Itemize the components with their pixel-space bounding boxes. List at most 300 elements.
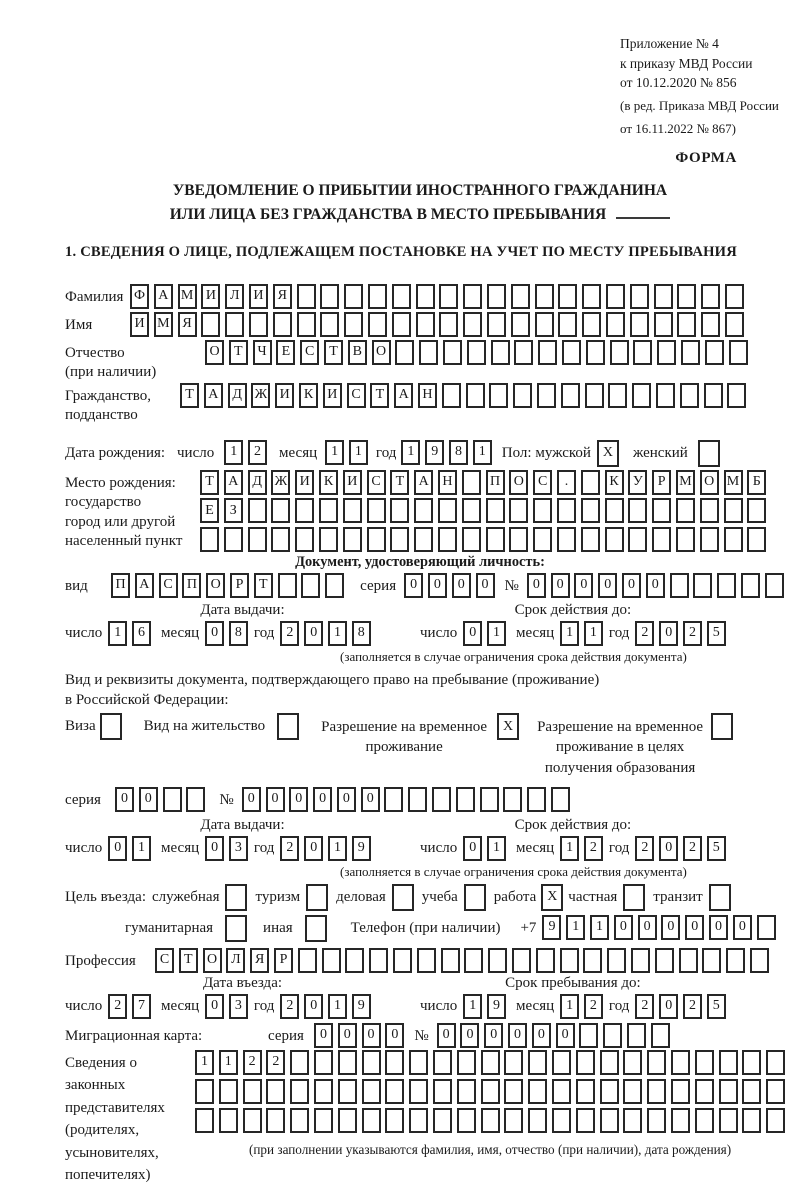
char-cell[interactable]: 0: [460, 1023, 479, 1048]
char-cell[interactable]: [747, 527, 766, 552]
char-cell[interactable]: 2: [243, 1050, 262, 1075]
char-cell[interactable]: С: [367, 470, 386, 495]
char-cell[interactable]: [249, 312, 268, 337]
char-cell[interactable]: [480, 787, 499, 812]
char-cell[interactable]: 1: [560, 621, 579, 646]
char-cell[interactable]: [438, 498, 457, 523]
char-cell[interactable]: Е: [276, 340, 295, 365]
char-cell[interactable]: [225, 312, 244, 337]
char-cell[interactable]: 0: [362, 1023, 381, 1048]
char-cell[interactable]: [582, 312, 601, 337]
char-cell[interactable]: [742, 1079, 761, 1104]
char-cell[interactable]: 2: [248, 440, 267, 465]
char-cell[interactable]: 9: [425, 440, 444, 465]
char-cell[interactable]: [384, 787, 403, 812]
char-cell[interactable]: [416, 284, 435, 309]
char-cell[interactable]: [693, 573, 712, 598]
char-cell[interactable]: [537, 383, 556, 408]
char-cell[interactable]: [488, 948, 507, 973]
char-cell[interactable]: [630, 284, 649, 309]
char-cell[interactable]: А: [394, 383, 413, 408]
char-cell[interactable]: [481, 1108, 500, 1133]
char-cell[interactable]: 0: [508, 1023, 527, 1048]
char-cell[interactable]: [464, 948, 483, 973]
char-cell[interactable]: [509, 527, 528, 552]
char-cell[interactable]: [677, 284, 696, 309]
char-cell[interactable]: [695, 1050, 714, 1075]
char-cell[interactable]: [290, 1050, 309, 1075]
char-cell[interactable]: [295, 498, 314, 523]
char-cell[interactable]: А: [154, 284, 173, 309]
char-cell[interactable]: X: [541, 884, 563, 911]
char-cell[interactable]: [583, 948, 602, 973]
char-cell[interactable]: [219, 1108, 238, 1133]
char-cell[interactable]: [670, 573, 689, 598]
char-cell[interactable]: [385, 1079, 404, 1104]
char-cell[interactable]: 3: [229, 994, 248, 1019]
char-cell[interactable]: Ж: [251, 383, 270, 408]
char-cell[interactable]: [503, 787, 522, 812]
char-cell[interactable]: [278, 573, 297, 598]
char-cell[interactable]: 0: [428, 573, 447, 598]
char-cell[interactable]: [551, 787, 570, 812]
char-cell[interactable]: Т: [200, 470, 219, 495]
char-cell[interactable]: 1: [328, 836, 347, 861]
char-cell[interactable]: И: [249, 284, 268, 309]
char-cell[interactable]: [654, 284, 673, 309]
char-cell[interactable]: Т: [324, 340, 343, 365]
char-cell[interactable]: [605, 498, 624, 523]
char-cell[interactable]: [439, 312, 458, 337]
char-cell[interactable]: А: [135, 573, 154, 598]
char-cell[interactable]: 2: [683, 994, 702, 1019]
char-cell[interactable]: [163, 787, 182, 812]
char-cell[interactable]: Я: [178, 312, 197, 337]
char-cell[interactable]: [195, 1108, 214, 1133]
char-cell[interactable]: [320, 284, 339, 309]
char-cell[interactable]: [463, 312, 482, 337]
char-cell[interactable]: 1: [487, 621, 506, 646]
char-cell[interactable]: [724, 527, 743, 552]
char-cell[interactable]: 6: [132, 621, 151, 646]
char-cell[interactable]: 1: [224, 440, 243, 465]
char-cell[interactable]: [195, 1079, 214, 1104]
char-cell[interactable]: 0: [551, 573, 570, 598]
char-cell[interactable]: [393, 948, 412, 973]
char-cell[interactable]: [186, 787, 205, 812]
char-cell[interactable]: [528, 1050, 547, 1075]
char-cell[interactable]: [651, 1023, 670, 1048]
char-cell[interactable]: X: [497, 713, 519, 740]
char-cell[interactable]: [608, 383, 627, 408]
char-cell[interactable]: О: [372, 340, 391, 365]
char-cell[interactable]: Т: [229, 340, 248, 365]
char-cell[interactable]: [298, 948, 317, 973]
char-cell[interactable]: 0: [361, 787, 380, 812]
char-cell[interactable]: [419, 340, 438, 365]
char-cell[interactable]: [325, 573, 344, 598]
char-cell[interactable]: [698, 440, 720, 467]
char-cell[interactable]: [528, 1079, 547, 1104]
char-cell[interactable]: 0: [242, 787, 261, 812]
char-cell[interactable]: [600, 1108, 619, 1133]
char-cell[interactable]: [368, 312, 387, 337]
char-cell[interactable]: 1: [487, 836, 506, 861]
char-cell[interactable]: К: [605, 470, 624, 495]
char-cell[interactable]: [248, 527, 267, 552]
char-cell[interactable]: 1: [560, 836, 579, 861]
char-cell[interactable]: [322, 948, 341, 973]
char-cell[interactable]: [438, 527, 457, 552]
char-cell[interactable]: [558, 284, 577, 309]
char-cell[interactable]: 0: [108, 836, 127, 861]
char-cell[interactable]: 1: [590, 915, 609, 940]
char-cell[interactable]: [314, 1050, 333, 1075]
char-cell[interactable]: [442, 383, 461, 408]
char-cell[interactable]: [627, 1023, 646, 1048]
char-cell[interactable]: [750, 948, 769, 973]
char-cell[interactable]: [757, 915, 776, 940]
char-cell[interactable]: .: [557, 470, 576, 495]
char-cell[interactable]: 0: [556, 1023, 575, 1048]
char-cell[interactable]: 0: [532, 1023, 551, 1048]
char-cell[interactable]: [314, 1079, 333, 1104]
char-cell[interactable]: 1: [463, 994, 482, 1019]
char-cell[interactable]: [603, 1023, 622, 1048]
char-cell[interactable]: [338, 1050, 357, 1075]
char-cell[interactable]: 0: [266, 787, 285, 812]
char-cell[interactable]: [368, 284, 387, 309]
char-cell[interactable]: 3: [229, 836, 248, 861]
char-cell[interactable]: О: [509, 470, 528, 495]
char-cell[interactable]: [414, 498, 433, 523]
char-cell[interactable]: [623, 1079, 642, 1104]
char-cell[interactable]: [552, 1108, 571, 1133]
char-cell[interactable]: 0: [338, 1023, 357, 1048]
char-cell[interactable]: 0: [452, 573, 471, 598]
char-cell[interactable]: [741, 573, 760, 598]
char-cell[interactable]: С: [347, 383, 366, 408]
char-cell[interactable]: 5: [707, 836, 726, 861]
char-cell[interactable]: У: [628, 470, 647, 495]
char-cell[interactable]: Т: [180, 383, 199, 408]
char-cell[interactable]: [535, 284, 554, 309]
char-cell[interactable]: [536, 948, 555, 973]
char-cell[interactable]: [457, 1108, 476, 1133]
char-cell[interactable]: [408, 787, 427, 812]
char-cell[interactable]: 9: [542, 915, 561, 940]
char-cell[interactable]: [725, 312, 744, 337]
char-cell[interactable]: [581, 498, 600, 523]
char-cell[interactable]: [367, 498, 386, 523]
char-cell[interactable]: [457, 1079, 476, 1104]
char-cell[interactable]: [576, 1108, 595, 1133]
char-cell[interactable]: 0: [404, 573, 423, 598]
char-cell[interactable]: 1: [566, 915, 585, 940]
char-cell[interactable]: [677, 312, 696, 337]
char-cell[interactable]: 0: [622, 573, 641, 598]
char-cell[interactable]: [671, 1050, 690, 1075]
char-cell[interactable]: [727, 383, 746, 408]
char-cell[interactable]: 0: [574, 573, 593, 598]
char-cell[interactable]: [623, 884, 645, 911]
char-cell[interactable]: 0: [709, 915, 728, 940]
char-cell[interactable]: [535, 312, 554, 337]
char-cell[interactable]: [679, 948, 698, 973]
char-cell[interactable]: 1: [401, 440, 420, 465]
char-cell[interactable]: [657, 340, 676, 365]
char-cell[interactable]: [362, 1050, 381, 1075]
char-cell[interactable]: [581, 527, 600, 552]
char-cell[interactable]: 0: [661, 915, 680, 940]
char-cell[interactable]: И: [323, 383, 342, 408]
char-cell[interactable]: [581, 470, 600, 495]
char-cell[interactable]: Т: [390, 470, 409, 495]
char-cell[interactable]: Д: [248, 470, 267, 495]
char-cell[interactable]: 9: [352, 994, 371, 1019]
char-cell[interactable]: [290, 1108, 309, 1133]
char-cell[interactable]: [314, 1108, 333, 1133]
char-cell[interactable]: [702, 948, 721, 973]
char-cell[interactable]: [224, 527, 243, 552]
char-cell[interactable]: 2: [683, 836, 702, 861]
char-cell[interactable]: [266, 1108, 285, 1133]
char-cell[interactable]: 0: [659, 621, 678, 646]
char-cell[interactable]: [633, 340, 652, 365]
char-cell[interactable]: 0: [304, 836, 323, 861]
char-cell[interactable]: 0: [659, 836, 678, 861]
char-cell[interactable]: Ж: [271, 470, 290, 495]
char-cell[interactable]: [392, 312, 411, 337]
char-cell[interactable]: 0: [437, 1023, 456, 1048]
char-cell[interactable]: А: [204, 383, 223, 408]
char-cell[interactable]: [306, 884, 328, 911]
char-cell[interactable]: [456, 787, 475, 812]
char-cell[interactable]: [700, 527, 719, 552]
char-cell[interactable]: [367, 527, 386, 552]
char-cell[interactable]: [243, 1079, 262, 1104]
char-cell[interactable]: Р: [230, 573, 249, 598]
char-cell[interactable]: [319, 498, 338, 523]
char-cell[interactable]: 2: [584, 836, 603, 861]
char-cell[interactable]: 1: [219, 1050, 238, 1075]
char-cell[interactable]: [656, 383, 675, 408]
char-cell[interactable]: Н: [418, 383, 437, 408]
char-cell[interactable]: [219, 1079, 238, 1104]
char-cell[interactable]: 1: [108, 621, 127, 646]
char-cell[interactable]: 0: [139, 787, 158, 812]
char-cell[interactable]: [290, 1079, 309, 1104]
char-cell[interactable]: [504, 1108, 523, 1133]
char-cell[interactable]: [652, 498, 671, 523]
char-cell[interactable]: 2: [683, 621, 702, 646]
char-cell[interactable]: [295, 527, 314, 552]
char-cell[interactable]: [512, 948, 531, 973]
char-cell[interactable]: [409, 1108, 428, 1133]
char-cell[interactable]: Б: [747, 470, 766, 495]
char-cell[interactable]: [392, 884, 414, 911]
char-cell[interactable]: А: [224, 470, 243, 495]
char-cell[interactable]: [273, 312, 292, 337]
char-cell[interactable]: [533, 527, 552, 552]
char-cell[interactable]: [504, 1050, 523, 1075]
char-cell[interactable]: 2: [635, 994, 654, 1019]
char-cell[interactable]: [297, 284, 316, 309]
char-cell[interactable]: 2: [108, 994, 127, 1019]
char-cell[interactable]: [443, 340, 462, 365]
char-cell[interactable]: [527, 787, 546, 812]
char-cell[interactable]: [297, 312, 316, 337]
char-cell[interactable]: Р: [274, 948, 293, 973]
char-cell[interactable]: 0: [598, 573, 617, 598]
char-cell[interactable]: Ф: [130, 284, 149, 309]
char-cell[interactable]: К: [319, 470, 338, 495]
char-cell[interactable]: [711, 713, 733, 740]
char-cell[interactable]: [487, 284, 506, 309]
char-cell[interactable]: 0: [313, 787, 332, 812]
char-cell[interactable]: [719, 1108, 738, 1133]
char-cell[interactable]: [606, 284, 625, 309]
char-cell[interactable]: Я: [273, 284, 292, 309]
char-cell[interactable]: [528, 1108, 547, 1133]
char-cell[interactable]: 5: [707, 994, 726, 1019]
char-cell[interactable]: [729, 340, 748, 365]
char-cell[interactable]: [701, 312, 720, 337]
char-cell[interactable]: [514, 340, 533, 365]
char-cell[interactable]: [462, 527, 481, 552]
char-cell[interactable]: [243, 1108, 262, 1133]
char-cell[interactable]: 2: [280, 836, 299, 861]
char-cell[interactable]: [200, 527, 219, 552]
char-cell[interactable]: [742, 1108, 761, 1133]
char-cell[interactable]: [600, 1079, 619, 1104]
char-cell[interactable]: 1: [473, 440, 492, 465]
char-cell[interactable]: [385, 1050, 404, 1075]
char-cell[interactable]: 1: [560, 994, 579, 1019]
char-cell[interactable]: 0: [463, 621, 482, 646]
char-cell[interactable]: [717, 573, 736, 598]
char-cell[interactable]: К: [299, 383, 318, 408]
char-cell[interactable]: [509, 498, 528, 523]
char-cell[interactable]: [557, 498, 576, 523]
char-cell[interactable]: 0: [205, 994, 224, 1019]
char-cell[interactable]: [395, 340, 414, 365]
char-cell[interactable]: М: [154, 312, 173, 337]
char-cell[interactable]: 0: [646, 573, 665, 598]
char-cell[interactable]: [747, 498, 766, 523]
char-cell[interactable]: X: [597, 440, 619, 467]
char-cell[interactable]: [654, 312, 673, 337]
char-cell[interactable]: 1: [132, 836, 151, 861]
char-cell[interactable]: 1: [349, 440, 368, 465]
char-cell[interactable]: 0: [484, 1023, 503, 1048]
char-cell[interactable]: [628, 527, 647, 552]
char-cell[interactable]: И: [130, 312, 149, 337]
char-cell[interactable]: [433, 1108, 452, 1133]
char-cell[interactable]: [464, 884, 486, 911]
char-cell[interactable]: 0: [289, 787, 308, 812]
char-cell[interactable]: [632, 383, 651, 408]
char-cell[interactable]: [225, 884, 247, 911]
char-cell[interactable]: [462, 498, 481, 523]
char-cell[interactable]: [225, 915, 247, 942]
char-cell[interactable]: [552, 1079, 571, 1104]
char-cell[interactable]: [766, 1050, 785, 1075]
char-cell[interactable]: 2: [266, 1050, 285, 1075]
char-cell[interactable]: 0: [304, 994, 323, 1019]
char-cell[interactable]: 0: [685, 915, 704, 940]
char-cell[interactable]: [345, 948, 364, 973]
char-cell[interactable]: [481, 1079, 500, 1104]
char-cell[interactable]: [623, 1050, 642, 1075]
char-cell[interactable]: [765, 573, 784, 598]
char-cell[interactable]: С: [159, 573, 178, 598]
char-cell[interactable]: 0: [476, 573, 495, 598]
char-cell[interactable]: [605, 527, 624, 552]
char-cell[interactable]: Л: [225, 284, 244, 309]
char-cell[interactable]: 0: [304, 621, 323, 646]
char-cell[interactable]: [511, 312, 530, 337]
char-cell[interactable]: [467, 340, 486, 365]
char-cell[interactable]: [338, 1108, 357, 1133]
char-cell[interactable]: [680, 383, 699, 408]
char-cell[interactable]: П: [182, 573, 201, 598]
char-cell[interactable]: [576, 1050, 595, 1075]
char-cell[interactable]: [671, 1079, 690, 1104]
char-cell[interactable]: [432, 787, 451, 812]
char-cell[interactable]: [390, 527, 409, 552]
char-cell[interactable]: 2: [280, 994, 299, 1019]
char-cell[interactable]: О: [700, 470, 719, 495]
char-cell[interactable]: [390, 498, 409, 523]
char-cell[interactable]: [266, 1079, 285, 1104]
char-cell[interactable]: [271, 498, 290, 523]
char-cell[interactable]: [409, 1050, 428, 1075]
char-cell[interactable]: З: [224, 498, 243, 523]
char-cell[interactable]: [695, 1108, 714, 1133]
char-cell[interactable]: [561, 383, 580, 408]
char-cell[interactable]: [709, 884, 731, 911]
char-cell[interactable]: 1: [328, 994, 347, 1019]
char-cell[interactable]: [630, 312, 649, 337]
char-cell[interactable]: [343, 498, 362, 523]
char-cell[interactable]: [319, 527, 338, 552]
char-cell[interactable]: В: [348, 340, 367, 365]
char-cell[interactable]: И: [275, 383, 294, 408]
char-cell[interactable]: Н: [438, 470, 457, 495]
char-cell[interactable]: [487, 312, 506, 337]
char-cell[interactable]: [201, 312, 220, 337]
char-cell[interactable]: [489, 383, 508, 408]
char-cell[interactable]: 2: [584, 994, 603, 1019]
char-cell[interactable]: [277, 713, 299, 740]
char-cell[interactable]: И: [295, 470, 314, 495]
char-cell[interactable]: [671, 1108, 690, 1133]
char-cell[interactable]: 5: [707, 621, 726, 646]
char-cell[interactable]: [719, 1050, 738, 1075]
char-cell[interactable]: О: [206, 573, 225, 598]
char-cell[interactable]: [676, 498, 695, 523]
char-cell[interactable]: [271, 527, 290, 552]
char-cell[interactable]: [579, 1023, 598, 1048]
char-cell[interactable]: [647, 1108, 666, 1133]
char-cell[interactable]: [562, 340, 581, 365]
char-cell[interactable]: [695, 1079, 714, 1104]
char-cell[interactable]: [655, 948, 674, 973]
char-cell[interactable]: С: [300, 340, 319, 365]
char-cell[interactable]: [538, 340, 557, 365]
char-cell[interactable]: [320, 312, 339, 337]
